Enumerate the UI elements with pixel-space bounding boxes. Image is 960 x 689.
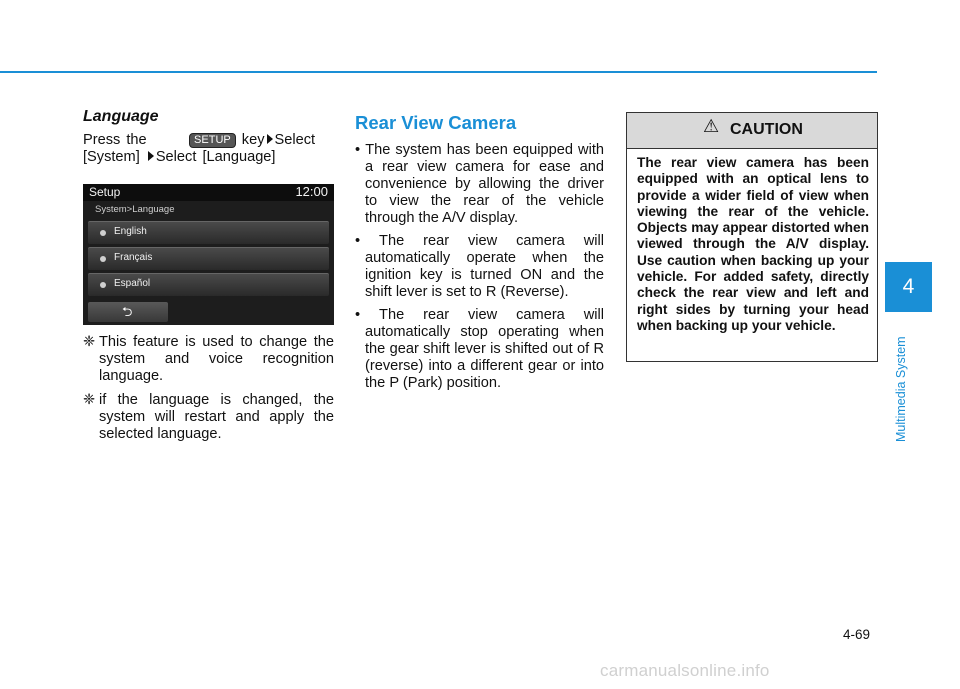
- rear-camera-column: [355, 112, 604, 398]
- rear-camera-bullets: [355, 142, 604, 392]
- page-number: 4-69: [843, 627, 871, 642]
- language-column: [83, 108, 334, 450]
- radio-dot-icon: [100, 282, 106, 288]
- note-text: This feature is used to change the system and voice recognition language.: [99, 334, 334, 384]
- bullet-item: • The system has been equipped with a rear view camera for ease and convenience by allowing the driver to view the rear of the vehicle through the A/V display.: [355, 142, 604, 226]
- back-button[interactable]: [88, 302, 168, 322]
- language-option-english[interactable]: [88, 221, 329, 244]
- note-item: [83, 392, 334, 443]
- arrow-right-icon: [267, 134, 273, 144]
- system-item: [System]: [83, 149, 140, 165]
- bullet-text: The rear view camera will automatically operate when the ignition key is turned ON and the shift lever is set to R (Reverse).: [365, 233, 604, 300]
- back-arrow-icon: ⮌: [122, 304, 133, 319]
- note-text: if the language is changed, the system will restart and apply the selected language.: [99, 392, 334, 442]
- bullet-item: • The rear view camera will automatically stop operating when the gear shift lever is shifted out of R (reverse) into a different gear or into the P (Park) position.: [355, 307, 604, 391]
- language-option-francais[interactable]: [88, 247, 329, 270]
- press-the-text: Press the: [83, 132, 147, 148]
- note-mark-icon: ❈: [83, 334, 96, 350]
- key-word: key: [241, 132, 265, 148]
- bullet-text: The system has been equipped with a rear view camera for ease and convenience by allowing the driver to view the rear of the vehicle through the A/V display.: [365, 142, 604, 226]
- language-option-label: English: [114, 226, 147, 237]
- setup-language-screenshot: [83, 184, 334, 325]
- caution-title: CAUTION: [730, 121, 803, 138]
- radio-dot-icon: [100, 230, 106, 236]
- language-option-label: Français: [114, 252, 153, 263]
- chapter-number-tab: 4: [885, 262, 932, 312]
- rear-camera-title: Rear View Camera: [355, 112, 517, 133]
- top-rule: [0, 71, 877, 73]
- language-option-espanol[interactable]: [88, 273, 329, 296]
- caution-text: The rear view camera has been equipped with an optical lens to provide a wider field of view when viewing the rear of the vehicle. Objects may appear distorted when viewed through the A/V display. Use caution when backing up your vehicle. For added safety, directly check the rear view and left and right sides by turning your head when backing up your vehicle.: [637, 155, 869, 333]
- language-title: Language: [83, 108, 159, 125]
- bullet-item: • The rear view camera will automatically operate when the ignition key is turned ON and the shift lever is set to R (Reverse).: [355, 233, 604, 300]
- bullet-text: The rear view camera will automatically stop operating when the gear shift lever is shifted out of R (reverse) into a different gear or into the P (Park) position.: [365, 307, 604, 391]
- chapter-name: Multimedia System: [894, 336, 908, 442]
- caution-header: [627, 113, 877, 149]
- screen-breadcrumb: System>Language: [95, 204, 175, 215]
- watermark: carmanualsonline.info: [600, 661, 770, 680]
- radio-dot-icon: [100, 256, 106, 262]
- screen-clock: 12:00: [295, 184, 328, 199]
- select-language-text: Select [Language]: [155, 149, 276, 165]
- caution-box: [626, 112, 878, 362]
- warning-triangle-icon: ⚠: [703, 116, 720, 136]
- language-instructions: [83, 132, 334, 166]
- select-word: Select: [274, 132, 316, 148]
- notes-list: [83, 334, 334, 443]
- note-mark-icon: ❈: [83, 392, 96, 408]
- note-item: [83, 334, 334, 385]
- arrow-right-icon: [148, 151, 154, 161]
- screen-title: Setup: [89, 185, 121, 199]
- language-option-label: Español: [114, 278, 151, 289]
- setup-key-badge: SETUP: [189, 133, 236, 148]
